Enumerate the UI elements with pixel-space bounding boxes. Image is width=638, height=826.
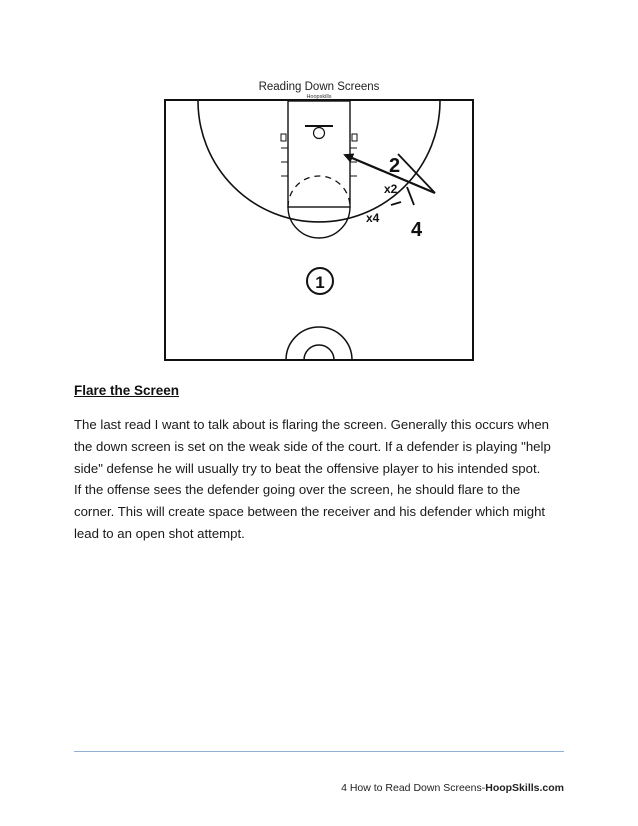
court-svg bbox=[163, 76, 475, 362]
diagram-subtitle: Hoopskills bbox=[306, 94, 332, 100]
player-1-label: 1 bbox=[315, 273, 325, 292]
paragraph-line: If the offense sees the defender going over the screen, he should flare to the bbox=[74, 482, 521, 498]
paragraph-line: The last read I want to talk about is flaring the screen. Generally this occurs when bbox=[74, 417, 549, 432]
court-diagram bbox=[163, 76, 475, 362]
section-heading: Flare the Screen bbox=[74, 383, 180, 398]
rim bbox=[314, 128, 325, 139]
center-circle-outer bbox=[286, 327, 352, 360]
footer-title: How to Read Down Screens- bbox=[349, 782, 486, 794]
lane bbox=[288, 101, 350, 207]
page-footer bbox=[341, 782, 564, 794]
center-circle-inner bbox=[304, 345, 334, 360]
footer-divider bbox=[74, 751, 564, 752]
screen-line bbox=[407, 187, 414, 205]
body-paragraph bbox=[74, 414, 574, 545]
paragraph-line: side" defense he will usually try to beat the offensive player to his intended spot. bbox=[74, 460, 541, 476]
page-number: 4 bbox=[341, 782, 347, 794]
paragraph-line: corner. This will create space between the receiver and his defender which might bbox=[74, 504, 546, 520]
defender-x2-label: x2 bbox=[384, 182, 398, 196]
three-point-line bbox=[198, 101, 440, 222]
defender-x4-label: x4 bbox=[366, 211, 380, 225]
paragraph-line: lead to an open shot attempt. bbox=[74, 525, 245, 541]
player-4-label: 4 bbox=[411, 219, 423, 241]
lane-block-left bbox=[281, 134, 286, 141]
free-throw-circle-dashed bbox=[288, 176, 350, 207]
footer-brand: HoopSkills.com bbox=[485, 782, 564, 794]
paragraph-line: the down screen is set on the weak side of the court. If a defender is playing "help bbox=[74, 438, 551, 454]
lane-block-right bbox=[352, 134, 357, 141]
diagram-title: Reading Down Screens bbox=[258, 81, 380, 93]
player-2-label: 2 bbox=[389, 155, 401, 177]
screen-marker bbox=[391, 202, 401, 205]
